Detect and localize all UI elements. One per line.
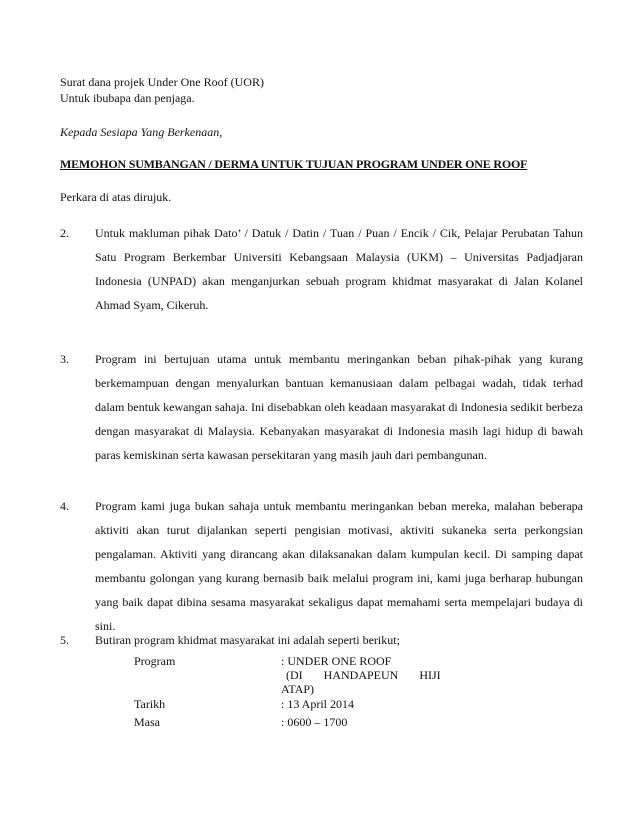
paragraph-3 — [95, 347, 583, 467]
header-line-2: Untuk ibubapa dan penjaga. — [60, 91, 195, 105]
detail-value-tarikh: : 13 April 2014 — [281, 697, 355, 711]
detail-value-program: : UNDER ONE ROOF — [281, 654, 392, 668]
detail-value-program: ATAP) — [281, 682, 315, 696]
paragraph-4 — [95, 494, 583, 638]
reference-line: Perkara di atas dirujuk. — [60, 190, 172, 204]
paragraph-text: Program kami juga bukan sahaja untuk membantu meringankan beban mereka, malahan beberapa aktiviti akan turut dijalankan seperti pengisian motivasi, aktiviti sukaneka serta perkongsian pengalaman. Aktiviti yang dirancang akan dilaksanakan dalam kumpulan kecil. Di samping dapat membantu golongan yang kurang bernasib baik melalui program ini, kami juga berharap hubungan yang baik dapat dibina sesama masyarakat sekaligus dapat memahami serta mempelajari budaya di sini. — [95, 499, 583, 633]
paragraph-number: 4. — [60, 499, 69, 513]
header-line-1: Surat dana projek Under One Roof (UOR) — [60, 75, 264, 89]
paragraph-number: 3. — [60, 352, 69, 366]
paragraph-number: 5. — [60, 633, 69, 647]
detail-value-masa: : 0600 – 1700 — [281, 715, 348, 729]
paragraph-text: Butiran program khidmat masyarakat ini adalah seperti berikut; — [95, 633, 400, 647]
letter-heading: MEMOHON SUMBANGAN / DERMA UNTUK TUJUAN PROGRAM UNDER ONE ROOF — [60, 157, 528, 171]
detail-label-tarikh: Tarikh — [134, 697, 166, 711]
paragraph-2 — [95, 221, 583, 317]
detail-value-program: (DI HANDAPEUN HIJI — [286, 668, 441, 682]
paragraph-5 — [95, 628, 583, 652]
detail-label-program: Program — [134, 654, 176, 668]
paragraph-number: 2. — [60, 226, 69, 240]
detail-label-masa: Masa — [134, 715, 160, 729]
salutation: Kepada Sesiapa Yang Berkenaan, — [60, 125, 223, 139]
paragraph-text: Program ini bertujuan utama untuk membantu meringankan beban pihak-pihak yang kurang berkemampuan dengan menyalurkan bantuan kemanusiaan dalam pelbagai wadah, tidak terhad dalam bentuk kewangan sahaja. Ini disebabkan oleh keadaan masyarakat di Indonesia sedikit berbeza dengan masyarakat di Malaysia. Kebanyakan masyarakat di Indonesia masih lagi hidup di bawah paras kemiskinan serta kawasan persekitaran yang masih jauh dari pembangunan. — [95, 352, 583, 462]
paragraph-text: Untuk makluman pihak Dato’ / Datuk / Datin / Tuan / Puan / Encik / Cik, Pelajar Perubatan Tahun Satu Program Berkembar Universiti Kebangsaan Malaysia (UKM) – Universitas Padjadjaran Indonesia (UNPAD) akan menganjurkan sebuah program khidmat masyarakat di Jalan Kolanel Ahmad Syam, Cikeruh. — [95, 226, 583, 312]
